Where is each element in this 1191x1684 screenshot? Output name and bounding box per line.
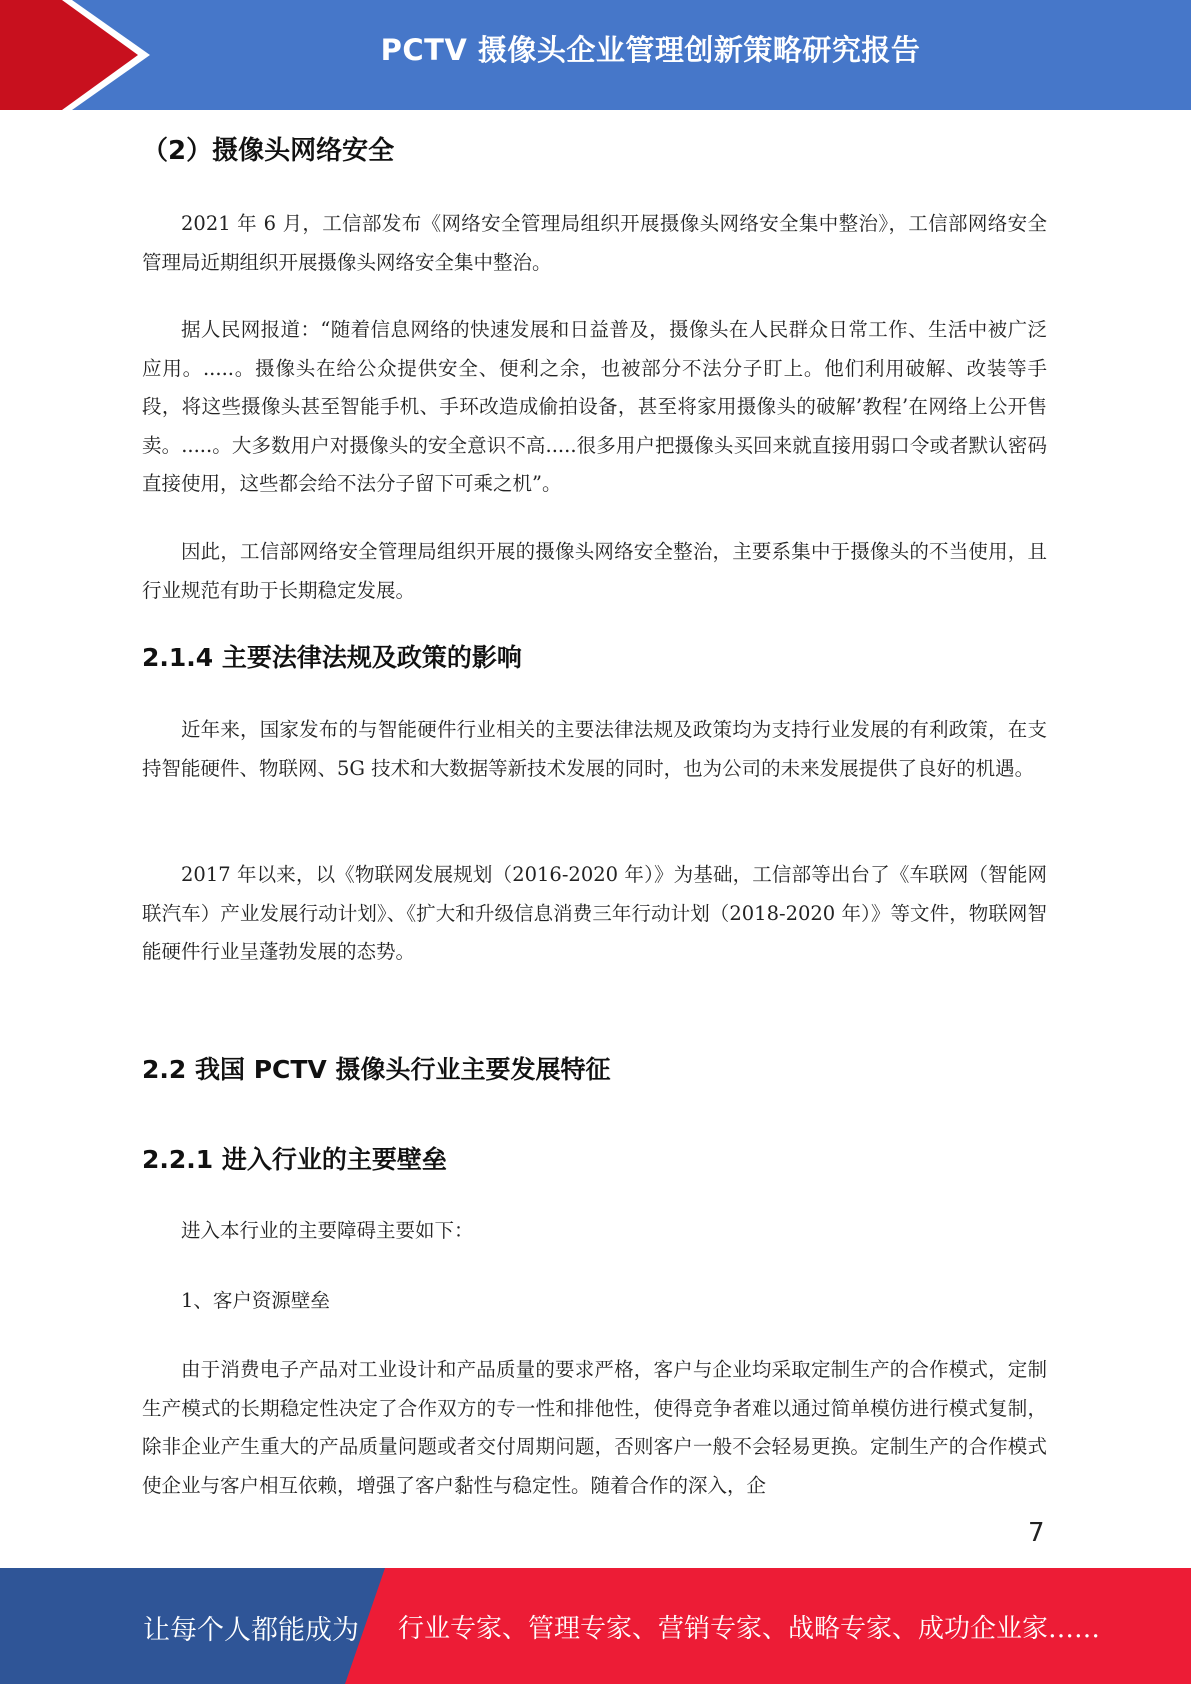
paragraph-iot-plan: 2017 年以来，以《物联网发展规划（2016-2020 年）》为基础，工信部等出台了《车联网（智能网联汽车）产业发展行动计划》、《扩大和升级信息消费三年行动计划（2018-2020 年）》等文件，物联网智能硬件行业呈蓬勃发展的态势。 <box>142 863 1047 963</box>
paragraph-block <box>142 533 1047 610</box>
paragraph-block <box>142 711 1047 788</box>
paragraph-block <box>142 311 1047 504</box>
paragraph-barriers-intro: 进入本行业的主要障碍主要如下： <box>181 1219 474 1242</box>
section-heading-2-1-4: 2.1.4 主要法律法规及政策的影响 <box>142 643 522 672</box>
section-heading-2-2-1: 2.2.1 进入行业的主要壁垒 <box>142 1145 447 1174</box>
page-header <box>0 0 1191 110</box>
footer-slogan-right: 行业专家、管理专家、营销专家、战略专家、成功企业家…… <box>398 1614 1101 1644</box>
page-footer <box>0 1568 1191 1684</box>
paragraph-peoples-daily-quote: 据人民网报道：“随着信息网络的快速发展和日益普及，摄像头在人民群众日常工作、生活中被广泛应用。.....。摄像头在给公众提供安全、便利之余，也被部分不法分子盯上。他们利用破解、改装等手段，将这些摄像头甚至智能手机、手环改造成偷拍设备，甚至将家用摄像头的破解’教程’在网络上公开售卖。.....。大多数用户对摄像头的安全意识不高.....很多用户把摄像头买回来就直接用弱口令或者默认密码直接使用，这些都会给不法分子留下可乘之机”。 <box>142 318 1047 495</box>
heading-block <box>142 1050 1047 1086</box>
section-heading-2-2: 2.2 我国 PCTV 摄像头行业主要发展特征 <box>142 1055 611 1084</box>
paragraph-block <box>142 1351 1047 1505</box>
heading-block <box>142 1140 1047 1176</box>
list-item-customer-barrier: 1、客户资源壁垒 <box>181 1289 330 1312</box>
paragraph-miit-2021: 2021 年 6 月，工信部发布《网络安全管理局组织开展摄像头网络安全集中整治》，工信部网络安全管理局近期组织开展摄像头网络安全集中整治。 <box>142 212 1047 274</box>
report-title: PCTV 摄像头企业管理创新策略研究报告 <box>380 33 921 67</box>
paragraph-block <box>142 856 1047 972</box>
paragraph-block <box>142 205 1047 282</box>
paragraph-policy-support: 近年来，国家发布的与智能硬件行业相关的主要法律法规及政策均为支持行业发展的有利政策，在支持智能硬件、物联网、5G 技术和大数据等新技术发展的同时，也为公司的未来发展提供了良好的机遇。 <box>142 718 1047 780</box>
subheading-camera-security-block <box>142 130 1047 167</box>
paragraph-customer-barrier: 由于消费电子产品对工业设计和产品质量的要求严格，客户与企业均采取定制生产的合作模式，定制生产模式的长期稳定性决定了合作双方的专一性和排他性，使得竞争者难以通过简单模仿进行模式复制，除非企业产生重大的产品质量问题或者交付周期问题，否则客户一般不会轻易更换。定制生产的合作模式使企业与客户相互依赖，增强了客户黏性与稳定性。随着合作的深入，企 <box>142 1358 1047 1497</box>
footer-slogan-left: 让每个人都能成为 <box>143 1615 359 1646</box>
paragraph-block <box>142 1212 1047 1251</box>
paragraph-conclusion: 因此，工信部网络安全管理局组织开展的摄像头网络安全整治，主要系集中于摄像头的不当使用，且行业规范有助于长期稳定发展。 <box>142 540 1047 602</box>
heading-block <box>142 638 1047 674</box>
page-number: 7 <box>1028 1518 1045 1548</box>
paragraph-block <box>142 1282 1047 1321</box>
subheading-camera-security: （2）摄像头网络安全 <box>142 136 395 166</box>
